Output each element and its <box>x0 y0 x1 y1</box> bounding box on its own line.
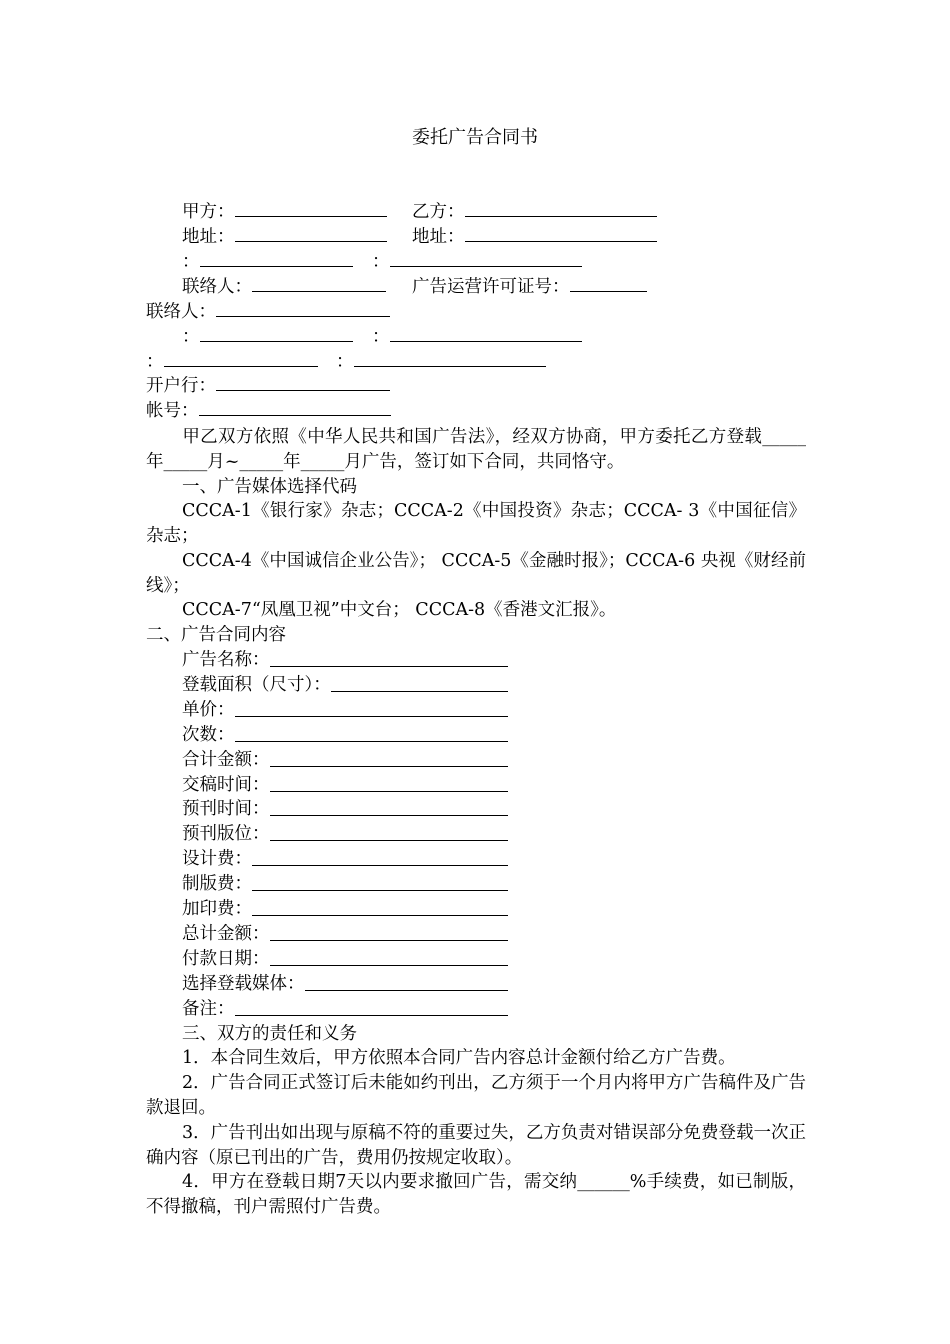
duty-item-1 <box>146 1046 806 1071</box>
party-colon-line-3b <box>336 350 546 374</box>
party-b-address-line <box>412 225 657 249</box>
media-codes-text-2: CCCA-4《中国诚信企业公告》； CCCA-5《金融时报》；CCCA-6 央视《财经前线》； <box>146 551 806 596</box>
colon-label: ： <box>372 327 390 347</box>
duty-item-3 <box>146 1121 806 1171</box>
colon-blank <box>354 350 546 367</box>
bank-line <box>146 374 390 398</box>
contract-field-row <box>182 972 508 997</box>
bank-blank <box>216 374 390 391</box>
account-blank <box>199 399 391 416</box>
contract-field-blank <box>252 872 508 891</box>
contract-field-blank <box>270 822 508 841</box>
party-b-address-label: 地址： <box>412 227 465 247</box>
contract-field-row <box>182 897 508 922</box>
party-b-blank <box>465 200 657 217</box>
media-codes-line-1 <box>146 499 806 549</box>
contract-field-row <box>182 673 508 698</box>
contract-field-blank <box>270 797 508 816</box>
colon-blank <box>200 250 353 267</box>
party-a-colon-line-2 <box>182 325 353 349</box>
duty-item-text: 4．甲方在登载日期7天以内要求撤回广告，需交纳______%手续费，如已制版，不得撤稿，刊户需照付广告费。 <box>146 1172 806 1217</box>
colon-label: ： <box>182 252 200 272</box>
contract-field-row <box>182 698 508 723</box>
contract-field-label: 选择登载媒体： <box>182 973 305 994</box>
party-b-contact-blank <box>216 300 390 317</box>
contract-field-row <box>182 773 508 798</box>
party-a-contact-line <box>182 275 386 299</box>
colon-blank <box>390 250 582 267</box>
contract-field-row <box>182 847 508 872</box>
intro-paragraph <box>146 425 806 475</box>
party-b-contact-label: 联络人： <box>146 302 216 322</box>
party-a-label: 甲方： <box>182 202 235 222</box>
contract-field-blank <box>252 847 508 866</box>
contract-field-row <box>182 648 508 673</box>
contract-field-label: 合计金额： <box>182 749 270 770</box>
party-b-colon-line-2 <box>372 325 582 349</box>
account-line <box>146 399 391 423</box>
party-b-label: 乙方： <box>412 202 465 222</box>
contract-field-blank <box>270 922 508 941</box>
duty-item-text: 3．广告刊出如出现与原稿不符的重要过失，乙方负责对错误部分免费登载一次正确内容（原已刊出的广告，费用仍按规定收取）。 <box>146 1123 806 1168</box>
party-a-address-line <box>182 225 387 249</box>
party-b-license-blank <box>570 275 647 292</box>
contract-field-blank <box>235 723 508 742</box>
contract-field-label: 加印费： <box>182 899 252 919</box>
contract-field-blank <box>270 648 508 667</box>
bank-label: 开户行： <box>146 376 216 396</box>
contract-field-label: 次数： <box>182 724 235 745</box>
media-codes-text-3: CCCA-7“凤凰卫视”中文台； CCCA-8《香港文汇报》。 <box>182 600 617 620</box>
account-label: 帐号： <box>146 401 199 421</box>
colon-blank <box>164 350 318 367</box>
section1-heading <box>146 475 806 500</box>
contract-field-label: 设计费： <box>182 849 252 870</box>
duty-item-2 <box>146 1071 806 1121</box>
party-a-blank <box>235 200 387 217</box>
intro-text: 甲乙双方依照《中华人民共和国广告法》，经双方协商，甲方委托乙方登载_____年_____月~_____年_____月广告，签订如下合同，共同恪守。 <box>146 427 806 472</box>
party-colon-line-3a <box>146 350 318 374</box>
party-a-contact-blank <box>252 275 386 292</box>
contract-field-blank <box>270 773 508 792</box>
contract-field-row <box>182 872 508 897</box>
contract-field-label: 交稿时间： <box>182 774 270 795</box>
colon-label: ： <box>182 327 200 347</box>
duty-item-text: 1．本合同生效后，甲方依照本合同广告内容总计金额付给乙方广告费。 <box>182 1048 736 1068</box>
party-a-address-label: 地址： <box>182 227 235 247</box>
contract-field-row <box>182 997 508 1022</box>
contract-field-row <box>182 723 508 748</box>
party-b-line <box>412 200 657 224</box>
party-a-address-blank <box>235 225 387 242</box>
contract-field-blank <box>235 997 508 1016</box>
contract-field-label: 预刊时间： <box>182 799 270 820</box>
section2-heading-text: 二、广告合同内容 <box>146 625 286 645</box>
contract-field-row <box>182 797 508 822</box>
colon-label: ： <box>146 352 164 372</box>
party-b-license-line <box>412 275 647 299</box>
section3-heading-text: 三、双方的责任和义务 <box>182 1024 357 1044</box>
contract-field-label: 付款日期： <box>182 948 270 969</box>
contract-field-blank <box>331 673 508 692</box>
media-codes-text-1: CCCA-1《银行家》杂志；CCCA-2《中国投资》杂志；CCCA- 3《中国征信》杂志； <box>146 501 806 546</box>
section3-heading <box>146 1022 806 1047</box>
media-codes-line-2 <box>146 549 806 599</box>
contract-field-row <box>182 922 508 947</box>
document-title: 委托广告合同书 <box>412 127 538 148</box>
duty-item-text: 2．广告合同正式签订后未能如约刊出，乙方须于一个月内将甲方广告稿件及广告款退回。 <box>146 1073 806 1118</box>
colon-label: ： <box>372 252 390 272</box>
contract-field-blank <box>270 748 508 767</box>
party-b-contact-line <box>146 300 390 324</box>
section2-heading <box>146 623 806 648</box>
contract-field-label: 总计金额： <box>182 923 270 944</box>
contract-field-blank <box>235 698 508 717</box>
party-b-license-label: 广告运营许可证号： <box>412 277 570 297</box>
colon-blank <box>200 325 353 342</box>
party-a-line <box>182 200 387 224</box>
contract-field-label: 制版费： <box>182 874 252 895</box>
contract-field-blank <box>270 947 508 966</box>
contract-field-label: 预刊版位： <box>182 824 270 845</box>
contract-field-row <box>182 822 508 847</box>
contract-field-label: 登载面积（尺寸）： <box>182 674 331 695</box>
colon-label: ： <box>336 352 354 372</box>
section1-heading-text: 一、广告媒体选择代码 <box>182 477 357 497</box>
contract-field-label: 单价： <box>182 699 235 720</box>
duty-item-4 <box>146 1170 806 1220</box>
contract-field-label: 广告名称： <box>182 650 270 670</box>
party-b-address-blank <box>465 225 657 242</box>
contract-field-blank <box>305 972 508 991</box>
colon-blank <box>390 325 582 342</box>
party-a-colon-line-1 <box>182 250 353 274</box>
media-codes-line-3 <box>146 598 806 623</box>
party-a-contact-label: 联络人： <box>182 277 252 297</box>
contract-field-blank <box>252 897 508 916</box>
contract-field-row <box>182 748 508 773</box>
contract-field-row <box>182 947 508 972</box>
contract-field-label: 备注： <box>182 998 235 1019</box>
party-b-colon-line-1 <box>372 250 582 274</box>
